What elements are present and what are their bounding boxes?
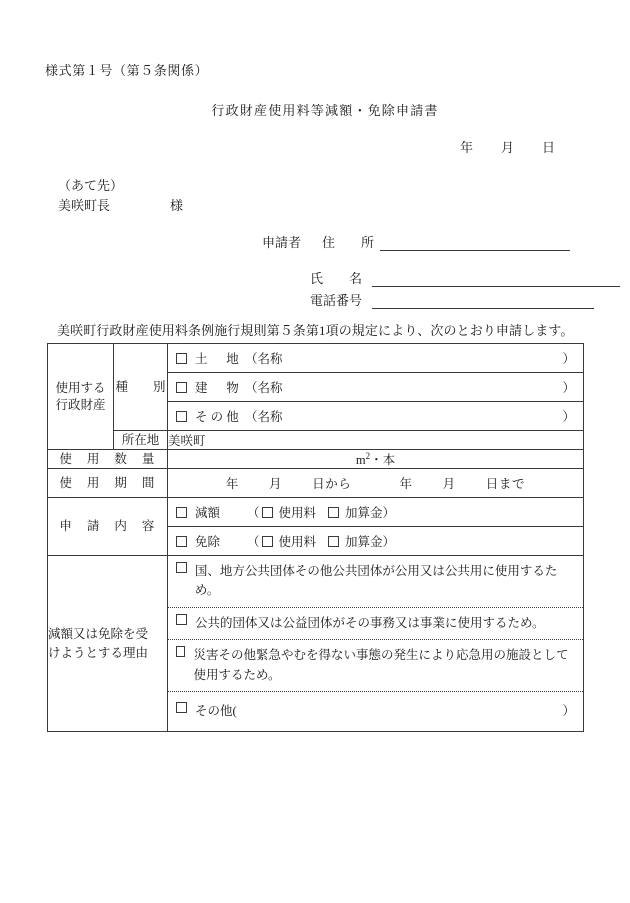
reason-option-cell-3 [168, 640, 584, 692]
kind-close-other: ） [562, 410, 575, 424]
period-to: 日まで [485, 477, 526, 491]
addressee-name-text: 美咲町長 [58, 198, 111, 213]
application-option-row-exemption[interactable] [168, 527, 583, 555]
quantity-unit-sup: 2 [365, 450, 371, 461]
checkbox-icon-reason-emergency[interactable] [176, 646, 185, 657]
application-option-cell-1 [168, 498, 584, 527]
addressee-row [58, 195, 183, 214]
reason-option-cell-2 [168, 607, 584, 639]
checkbox-icon-reason-other[interactable] [176, 702, 187, 713]
date-line [460, 137, 555, 156]
date-month-label: 月 [501, 140, 515, 155]
kind-sub-land: （名称 [245, 352, 283, 366]
application-option-cell-2 [168, 527, 584, 556]
name-label: 氏 名 [310, 271, 363, 286]
period-label-cell: 使 用 期 間 [48, 469, 168, 498]
reason-text-2: 公共的団体又は公益団体がその事務又は事業に使用するため。 [195, 615, 545, 630]
application-opt1-reduction: 使用料 [278, 506, 317, 520]
application-open-exemption: （ [247, 535, 260, 549]
kind-name-other: その他 [195, 410, 242, 424]
period-value-cell[interactable] [168, 469, 584, 498]
name-field-row [310, 268, 620, 287]
period-month-2: 月 [442, 477, 456, 491]
kind-option-cell-2 [168, 373, 584, 402]
reason-text-3: 災害その他緊急やむを得ない事態の発生により応急用の施設として使用するため。 [193, 648, 569, 682]
reason-option-row-3[interactable] [168, 640, 583, 691]
date-day-label: 日 [542, 140, 556, 155]
kind-label-cell: 種 別 [114, 344, 168, 431]
period-month-1: 月 [268, 477, 283, 491]
table-row-application-1 [48, 498, 584, 527]
application-main-reduction: 減額 [195, 506, 221, 520]
table-row-period [48, 469, 584, 498]
reason-option-row-4[interactable] [168, 692, 583, 731]
kind-name-land: 土 地 [195, 352, 242, 366]
application-opt2-exemption: 加算金 [345, 535, 383, 549]
period-year-1: 年 [225, 477, 239, 491]
reason-option-cell-1 [168, 556, 584, 608]
application-main-exemption: 免除 [195, 535, 221, 549]
date-year-label: 年 [460, 140, 474, 155]
property-label-line2: 行政財産 [55, 397, 106, 412]
kind-name-building: 建 物 [195, 381, 242, 395]
kind-option-cell-1 [168, 344, 584, 373]
reason-option-row-1[interactable] [168, 556, 583, 607]
telephone-label: 電話番号 [310, 293, 363, 308]
application-table [47, 343, 584, 732]
checkbox-icon-building[interactable] [176, 382, 187, 393]
lead-statement: 美咲町行政財産使用料条例施行規則第５条第1項の規定により、次のとおり申請します。 [57, 323, 574, 338]
kind-option-row-3[interactable] [168, 402, 583, 430]
quantity-label-cell: 使 用 数 量 [48, 450, 168, 469]
kind-sub-other: （名称 [245, 410, 283, 424]
quantity-unit-base: m [355, 453, 366, 467]
kind-sub-building: （名称 [245, 381, 283, 395]
period-line [168, 469, 583, 497]
reason-label-line2: けようとする理由 [48, 645, 149, 660]
kind-option-row-2[interactable] [168, 373, 583, 401]
application-option-row-reduction[interactable] [168, 498, 583, 526]
reason-close-4: ） [562, 703, 575, 718]
table-row-quantity [48, 450, 584, 469]
document-title: 行政財産使用料等減額・免除申請書 [211, 103, 439, 118]
addressee-honorific: 様 [170, 198, 184, 213]
address-input-rule[interactable] [380, 237, 570, 251]
telephone-input-rule[interactable] [372, 295, 594, 309]
reason-option-row-2[interactable] [168, 608, 583, 639]
location-label-cell: 所在地 [114, 431, 168, 450]
location-value-cell[interactable]: 美咲町 [168, 431, 584, 450]
property-label-line1: 使用する [55, 380, 106, 395]
application-open-reduction: （ [247, 506, 260, 520]
applicant-label: 申請者 [262, 235, 302, 250]
application-close-reduction: ） [382, 506, 396, 520]
application-label-cell: 申 請 内 容 [48, 498, 168, 556]
checkbox-icon-reason-public-use[interactable] [176, 562, 187, 573]
table-row-reason-1 [48, 556, 584, 608]
application-close-exemption: ） [382, 535, 396, 549]
address-field-row [322, 232, 570, 251]
form-number: 様式第１号（第５条関係） [45, 63, 209, 78]
checkbox-icon-reduction-surcharge[interactable] [328, 507, 339, 518]
quantity-value-cell[interactable] [168, 450, 584, 469]
checkbox-icon-exemption-usage-fee[interactable] [262, 536, 273, 547]
checkbox-icon-reason-public-body[interactable] [176, 614, 187, 625]
kind-close-land: ） [562, 352, 575, 366]
application-opt2-reduction: 加算金 [345, 506, 383, 520]
reason-label-cell [48, 556, 168, 732]
period-from: 日から [312, 477, 352, 491]
kind-close-building: ） [562, 381, 575, 395]
table-row-location [48, 431, 584, 450]
quantity-unit-tail: ・本 [370, 453, 396, 467]
checkbox-icon-exemption-surcharge[interactable] [328, 536, 339, 547]
reason-text-4: その他( [195, 703, 237, 718]
reason-option-cell-4 [168, 691, 584, 731]
checkbox-icon-land[interactable] [176, 353, 187, 364]
period-year-2: 年 [399, 477, 413, 491]
address-label: 住 所 [322, 235, 375, 250]
property-label-cell [48, 344, 114, 450]
application-opt1-exemption: 使用料 [278, 535, 317, 549]
table-row-kind-1 [48, 344, 584, 373]
reason-label-line1: 減額又は免除を受 [48, 626, 149, 641]
addressee-label: （あて先） [58, 178, 124, 193]
reason-text-1: 国、地方公共団体その他公共団体が公用又は公共用に使用するため。 [194, 564, 558, 598]
checkbox-icon-reduction-usage-fee[interactable] [262, 507, 273, 518]
kind-option-row-1[interactable] [168, 344, 583, 372]
kind-option-cell-3 [168, 402, 584, 431]
telephone-field-row [310, 290, 594, 309]
checkbox-icon-other[interactable] [176, 411, 187, 422]
checkbox-icon-reduction[interactable] [176, 507, 187, 518]
checkbox-icon-exemption[interactable] [176, 536, 187, 547]
name-input-rule[interactable] [372, 273, 620, 287]
